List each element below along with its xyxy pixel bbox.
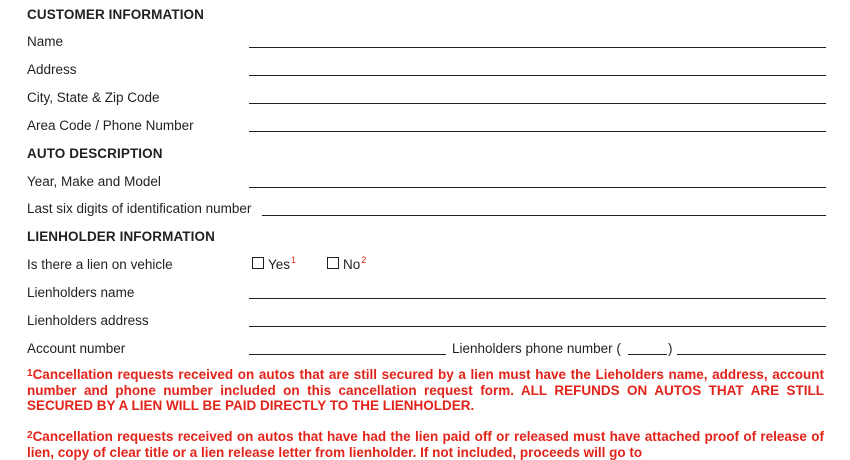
phone-close-paren: ) [668, 341, 673, 356]
lienholders-phone-field[interactable] [677, 354, 826, 355]
account-number-field[interactable] [249, 354, 446, 355]
lienholders-address-label: Lienholders address [27, 313, 149, 328]
footnote-2 [27, 429, 824, 460]
phone-field[interactable] [249, 131, 826, 132]
yes-footnote-marker: 1 [291, 255, 297, 265]
auto-description-heading: AUTO DESCRIPTION [27, 146, 163, 161]
city-state-zip-label: City, State & Zip Code [27, 90, 160, 105]
address-label: Address [27, 62, 77, 77]
footnote-2-text: Cancellation requests received on autos that have had the lien paid off or released must have attached proof of release of lien, copy of clear title or a lien release letter from lienholder. If not included, proceeds will go to [27, 429, 824, 460]
no-checkbox[interactable] [327, 257, 339, 269]
vin-label: Last six digits of identification number [27, 201, 252, 216]
vin-field[interactable] [262, 215, 826, 216]
name-label: Name [27, 34, 64, 49]
footnote-1-number: 1 [27, 368, 33, 379]
yes-label: Yes [268, 257, 291, 272]
lienholders-name-field[interactable] [249, 298, 826, 299]
yes-checkbox[interactable] [252, 257, 264, 269]
lienholders-name-label: Lienholders name [27, 285, 135, 300]
lienholders-area-code-field[interactable] [628, 354, 667, 355]
lienholders-phone-label: Lienholders phone number ( [452, 341, 621, 356]
city-state-zip-field[interactable] [249, 103, 826, 104]
phone-label: Area Code / Phone Number [27, 118, 194, 133]
account-number-label: Account number [27, 341, 126, 356]
year-make-model-label: Year, Make and Model [27, 174, 161, 189]
address-field[interactable] [249, 75, 826, 76]
footnote-2-number: 2 [27, 430, 33, 441]
lienholder-information-heading: LIENHOLDER INFORMATION [27, 229, 215, 244]
year-make-model-field[interactable] [249, 187, 826, 188]
name-field[interactable] [249, 47, 826, 48]
footnote-1-text: Cancellation requests received on autos that are still secured by a lien must have the Lieholders name, address, account number and phone number included on this cancellation request form. ALL REFUNDS ON AUTOS THAT ARE STILL SECURED BY A LIEN WILL BE PAID DIRECTLY TO THE LIENHOLDER. [27, 367, 824, 413]
no-label: No [343, 257, 361, 272]
lienholders-address-field[interactable] [249, 326, 826, 327]
no-footnote-marker: 2 [361, 255, 367, 265]
footnote-1 [27, 367, 824, 414]
lien-question-label: Is there a lien on vehicle [27, 257, 173, 272]
yes-option [268, 257, 296, 272]
no-option [343, 257, 366, 272]
customer-information-heading: CUSTOMER INFORMATION [27, 7, 204, 22]
